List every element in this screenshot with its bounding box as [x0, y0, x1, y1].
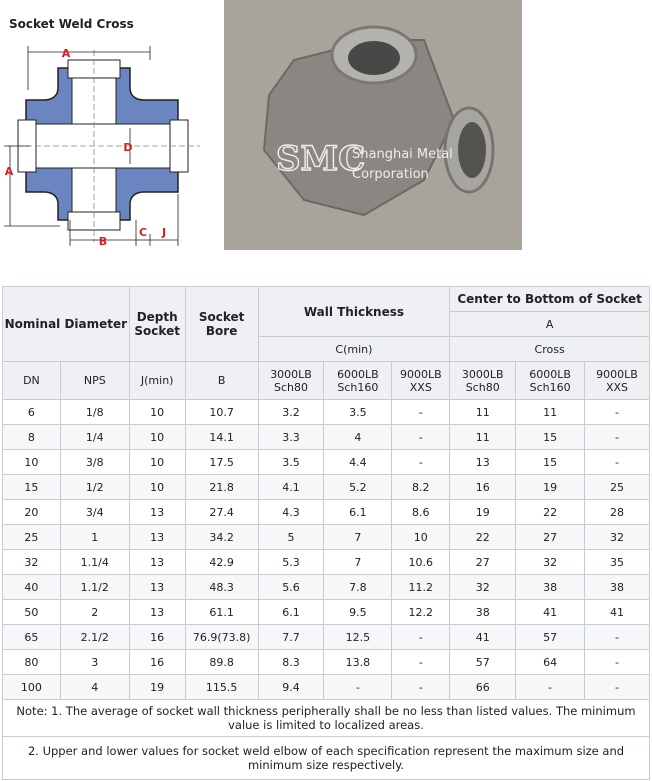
cell-w9000: 8.6: [392, 500, 450, 525]
cell-a6000: 15: [516, 425, 585, 450]
header-dn: DN: [3, 362, 61, 400]
cell-dn: 20: [3, 500, 61, 525]
cell-j: 13: [129, 575, 185, 600]
cell-j: 16: [129, 625, 185, 650]
cell-a9000: 28: [585, 500, 650, 525]
cell-dn: 10: [3, 450, 61, 475]
cell-b: 89.8: [185, 650, 258, 675]
cell-j: 19: [129, 675, 185, 700]
header-socket-bore: Socket Bore: [185, 287, 258, 362]
cell-j: 13: [129, 525, 185, 550]
cell-a9000: 35: [585, 550, 650, 575]
diagram-title: Socket Weld Cross: [9, 17, 134, 31]
cell-a6000: 38: [516, 575, 585, 600]
cell-a6000: 41: [516, 600, 585, 625]
cell-a9000: -: [585, 675, 650, 700]
cell-a9000: -: [585, 625, 650, 650]
cell-a3000: 38: [450, 600, 516, 625]
header-j-min: J(min): [129, 362, 185, 400]
cell-b: 21.8: [185, 475, 258, 500]
cell-w3000: 3.5: [258, 450, 324, 475]
cell-nps: 3/8: [60, 450, 129, 475]
table-row: [3, 550, 650, 575]
cell-w6000: 6.1: [324, 500, 392, 525]
cell-a9000: 41: [585, 600, 650, 625]
cell-a9000: -: [585, 425, 650, 450]
cell-w3000: 4.3: [258, 500, 324, 525]
header-depth-socket: Depth Socket: [129, 287, 185, 362]
cell-nps: 1/8: [60, 400, 129, 425]
cell-nps: 4: [60, 675, 129, 700]
table-row: [3, 675, 650, 700]
cell-a3000: 32: [450, 575, 516, 600]
header-nominal-diameter: Nominal Diameter: [3, 287, 130, 362]
watermark-logo: SMC: [276, 139, 366, 179]
cell-b: 14.1: [185, 425, 258, 450]
cell-w3000: 3.2: [258, 400, 324, 425]
cell-a6000: 19: [516, 475, 585, 500]
cell-w3000: 3.3: [258, 425, 324, 450]
cell-nps: 2.1/2: [60, 625, 129, 650]
cell-b: 17.5: [185, 450, 258, 475]
cell-w9000: -: [392, 675, 450, 700]
cell-dn: 65: [3, 625, 61, 650]
cell-nps: 1.1/2: [60, 575, 129, 600]
table-row: [3, 500, 650, 525]
header-c-min: C(min): [258, 337, 450, 362]
cell-b: 10.7: [185, 400, 258, 425]
dim-label-j: J: [161, 226, 167, 239]
table-row: [3, 600, 650, 625]
header-w6000: 6000LB Sch160: [324, 362, 392, 400]
cell-w6000: 4: [324, 425, 392, 450]
cell-b: 48.3: [185, 575, 258, 600]
cell-w6000: 4.4: [324, 450, 392, 475]
cell-w9000: -: [392, 650, 450, 675]
header-a3000: 3000LB Sch80: [450, 362, 516, 400]
dim-label-a-top: A: [61, 47, 71, 60]
cell-j: 13: [129, 500, 185, 525]
dim-label-d: D: [123, 141, 133, 154]
cell-w6000: 13.8: [324, 650, 392, 675]
watermark-line2: Corporation: [352, 167, 429, 182]
cell-w9000: 10.6: [392, 550, 450, 575]
cell-a9000: -: [585, 400, 650, 425]
cell-w6000: -: [324, 675, 392, 700]
header-w3000: 3000LB Sch80: [258, 362, 324, 400]
header-nps: NPS: [60, 362, 129, 400]
cell-w9000: -: [392, 450, 450, 475]
table-row: [3, 450, 650, 475]
cell-a3000: 11: [450, 425, 516, 450]
header-w9000: 9000LB XXS: [392, 362, 450, 400]
cell-a3000: 66: [450, 675, 516, 700]
cell-j: 13: [129, 550, 185, 575]
cell-a9000: 38: [585, 575, 650, 600]
cell-dn: 15: [3, 475, 61, 500]
cell-nps: 1.1/4: [60, 550, 129, 575]
cell-w9000: -: [392, 625, 450, 650]
cell-j: 10: [129, 425, 185, 450]
cell-w9000: -: [392, 425, 450, 450]
cell-j: 13: [129, 600, 185, 625]
header-center-to-bottom: Center to Bottom of Socket: [450, 287, 650, 312]
cell-w9000: 10: [392, 525, 450, 550]
cell-w6000: 7: [324, 525, 392, 550]
cell-w3000: 9.4: [258, 675, 324, 700]
header-cross: Cross: [450, 337, 650, 362]
cell-a3000: 27: [450, 550, 516, 575]
cell-w6000: 7.8: [324, 575, 392, 600]
cell-w9000: 11.2: [392, 575, 450, 600]
cell-w9000: -: [392, 400, 450, 425]
header-b: B: [185, 362, 258, 400]
table-row: [3, 650, 650, 675]
cell-j: 10: [129, 475, 185, 500]
header-a9000: 9000LB XXS: [585, 362, 650, 400]
cell-nps: 1/4: [60, 425, 129, 450]
cell-a3000: 19: [450, 500, 516, 525]
cell-b: 27.4: [185, 500, 258, 525]
header-wall-thickness: Wall Thickness: [258, 287, 450, 337]
dim-label-b: B: [98, 235, 108, 248]
table-row: [3, 525, 650, 550]
cell-w3000: 7.7: [258, 625, 324, 650]
cell-a6000: 11: [516, 400, 585, 425]
cell-w9000: 8.2: [392, 475, 450, 500]
table-row: [3, 425, 650, 450]
cell-w3000: 5: [258, 525, 324, 550]
cell-a6000: 15: [516, 450, 585, 475]
cell-w9000: 12.2: [392, 600, 450, 625]
product-photo: [224, 0, 522, 250]
cell-nps: 3: [60, 650, 129, 675]
cell-j: 16: [129, 650, 185, 675]
cell-dn: 8: [3, 425, 61, 450]
table-row: [3, 625, 650, 650]
table-row: [3, 575, 650, 600]
cell-a6000: -: [516, 675, 585, 700]
table-note-2: 2. Upper and lower values for socket weld elbow of each specification represent the maximum size and minimum size respectively.: [3, 737, 650, 780]
cell-dn: 25: [3, 525, 61, 550]
cell-dn: 100: [3, 675, 61, 700]
table-body: [3, 400, 650, 700]
cell-dn: 80: [3, 650, 61, 675]
cell-w3000: 6.1: [258, 600, 324, 625]
table-row: [3, 475, 650, 500]
cell-nps: 1/2: [60, 475, 129, 500]
cell-j: 10: [129, 450, 185, 475]
cell-a3000: 11: [450, 400, 516, 425]
cell-dn: 50: [3, 600, 61, 625]
cell-w3000: 5.3: [258, 550, 324, 575]
cell-a6000: 22: [516, 500, 585, 525]
cell-a3000: 16: [450, 475, 516, 500]
cell-w6000: 3.5: [324, 400, 392, 425]
table-note-1: Note: 1. The average of socket wall thickness peripherally shall be no less than listed values. The minimum value is limited to localized areas.: [3, 700, 650, 737]
cell-b: 76.9(73.8): [185, 625, 258, 650]
cell-w6000: 9.5: [324, 600, 392, 625]
cell-a6000: 32: [516, 550, 585, 575]
dim-label-c: C: [138, 226, 148, 239]
cell-dn: 32: [3, 550, 61, 575]
cell-a6000: 64: [516, 650, 585, 675]
specification-table: [2, 286, 650, 780]
header-a6000: 6000LB Sch160: [516, 362, 585, 400]
cell-a9000: 32: [585, 525, 650, 550]
table-row: [3, 400, 650, 425]
cell-a6000: 57: [516, 625, 585, 650]
watermark-line1: Shanghai Metal: [352, 147, 453, 162]
cell-b: 34.2: [185, 525, 258, 550]
cell-a9000: -: [585, 450, 650, 475]
cell-j: 10: [129, 400, 185, 425]
cell-w3000: 5.6: [258, 575, 324, 600]
cell-a6000: 27: [516, 525, 585, 550]
cell-b: 42.9: [185, 550, 258, 575]
cell-nps: 2: [60, 600, 129, 625]
cell-dn: 40: [3, 575, 61, 600]
cell-a3000: 13: [450, 450, 516, 475]
cell-b: 61.1: [185, 600, 258, 625]
cell-nps: 3/4: [60, 500, 129, 525]
cell-nps: 1: [60, 525, 129, 550]
cell-b: 115.5: [185, 675, 258, 700]
cell-w3000: 4.1: [258, 475, 324, 500]
cell-w6000: 7: [324, 550, 392, 575]
dim-label-a-left: A: [4, 165, 14, 178]
cell-a3000: 57: [450, 650, 516, 675]
header-a: A: [450, 312, 650, 337]
cell-dn: 6: [3, 400, 61, 425]
cell-a3000: 41: [450, 625, 516, 650]
cell-a3000: 22: [450, 525, 516, 550]
cell-w6000: 12.5: [324, 625, 392, 650]
socket-weld-cross-diagram: [0, 30, 220, 260]
cell-w6000: 5.2: [324, 475, 392, 500]
cell-w3000: 8.3: [258, 650, 324, 675]
cross-fitting-drawing: [8, 50, 200, 242]
cell-a9000: 25: [585, 475, 650, 500]
cell-a9000: -: [585, 650, 650, 675]
